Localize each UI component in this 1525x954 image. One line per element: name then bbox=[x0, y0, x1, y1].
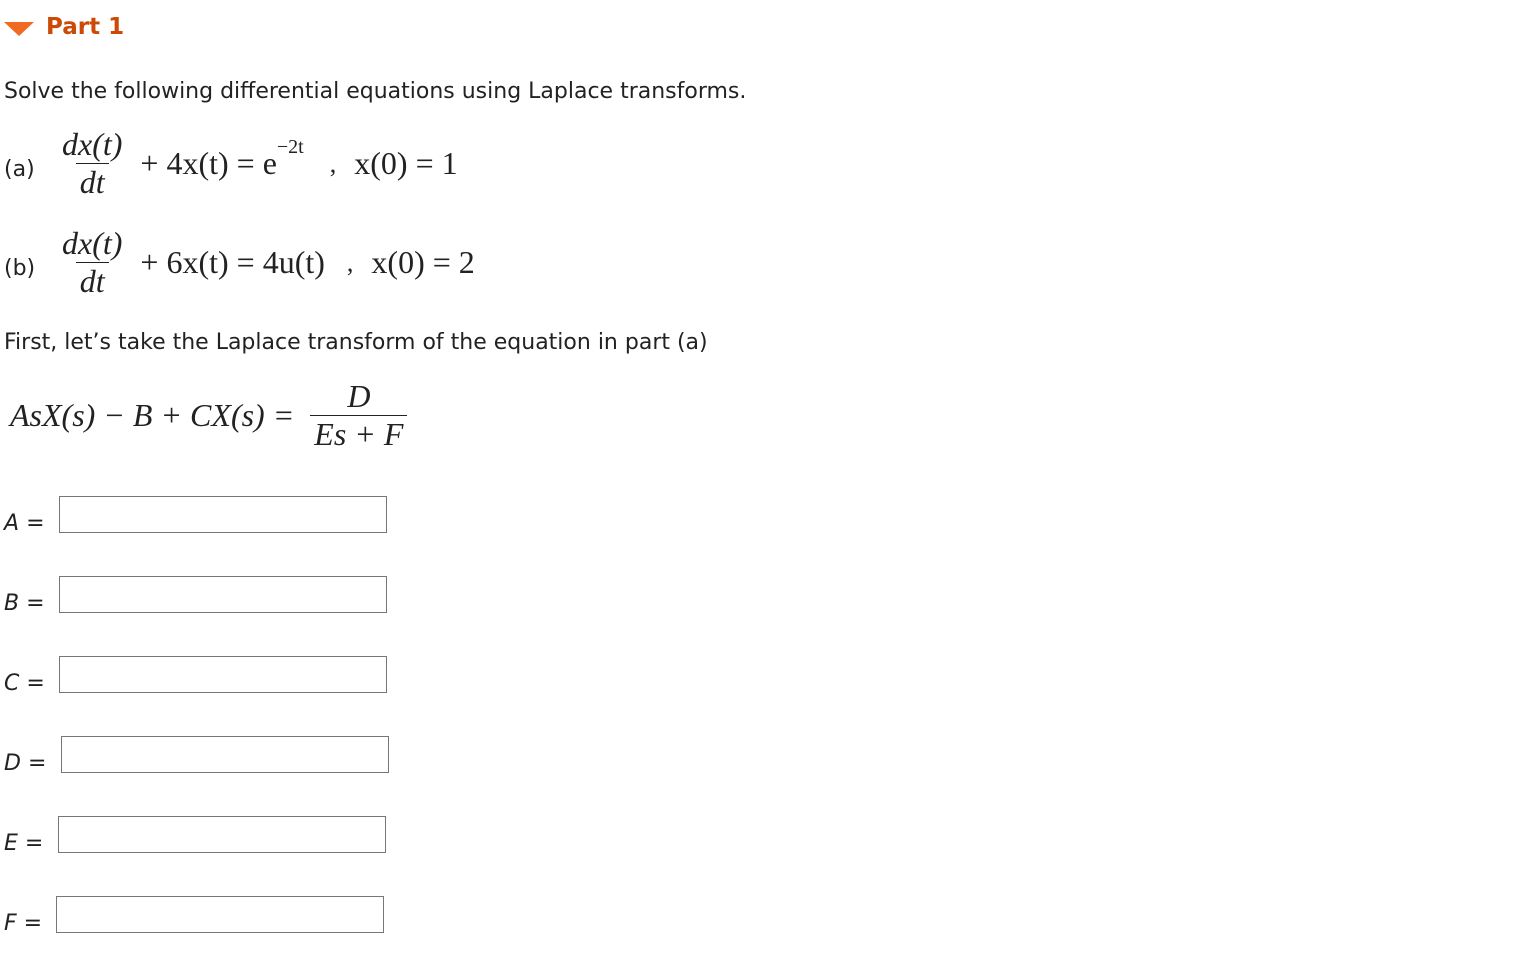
equation-b-fraction bbox=[58, 225, 126, 300]
transform-numerator: D bbox=[347, 378, 371, 414]
equation-a-comma: , bbox=[329, 148, 337, 178]
equation-b-denominator: dt bbox=[76, 262, 109, 300]
transform-fraction bbox=[310, 378, 407, 453]
answer-input-f[interactable] bbox=[56, 896, 384, 933]
equation-a-rhs: + 4x(t) = e bbox=[140, 145, 277, 181]
equation-b-label: (b) bbox=[4, 256, 36, 281]
answer-input-a[interactable] bbox=[59, 496, 387, 533]
part-title: Part 1 bbox=[46, 14, 125, 40]
field-label-c: C = bbox=[4, 671, 45, 696]
equation-b-initial: x(0) = 2 bbox=[371, 244, 475, 280]
instruction-text: First, let’s take the Laplace transform of the equation in part (a) bbox=[4, 330, 708, 355]
field-label-e: E = bbox=[4, 831, 44, 856]
answer-input-e[interactable] bbox=[58, 816, 386, 853]
transform-equation bbox=[10, 378, 407, 453]
field-label-f: F = bbox=[4, 911, 43, 936]
equation-a-exponent: −2t bbox=[276, 136, 304, 159]
equation-b-numerator: dx(t) bbox=[62, 225, 123, 261]
answer-input-c[interactable] bbox=[59, 656, 387, 693]
field-label-b: B = bbox=[4, 591, 45, 616]
intro-text: Solve the following differential equations using Laplace transforms. bbox=[4, 79, 747, 104]
equation-b bbox=[58, 225, 475, 300]
field-label-d: D = bbox=[4, 751, 47, 776]
answer-input-d[interactable] bbox=[61, 736, 389, 773]
equation-a-denominator: dt bbox=[76, 163, 109, 201]
part-header[interactable] bbox=[4, 14, 124, 40]
equation-a-numerator: dx(t) bbox=[62, 126, 123, 162]
equation-a-label: (a) bbox=[4, 157, 35, 182]
transform-lhs: AsX(s) − B + CX(s) = bbox=[10, 397, 295, 433]
answer-input-b[interactable] bbox=[59, 576, 387, 613]
field-label-a: A = bbox=[4, 511, 45, 536]
collapse-triangle-icon[interactable] bbox=[4, 22, 34, 36]
transform-denominator: Es + F bbox=[310, 415, 407, 453]
equation-b-comma: , bbox=[346, 247, 354, 277]
equation-a-fraction bbox=[58, 126, 126, 201]
equation-b-rhs: + 6x(t) = 4u(t) bbox=[140, 244, 325, 280]
equation-a-initial: x(0) = 1 bbox=[354, 145, 458, 181]
equation-a bbox=[58, 126, 458, 201]
